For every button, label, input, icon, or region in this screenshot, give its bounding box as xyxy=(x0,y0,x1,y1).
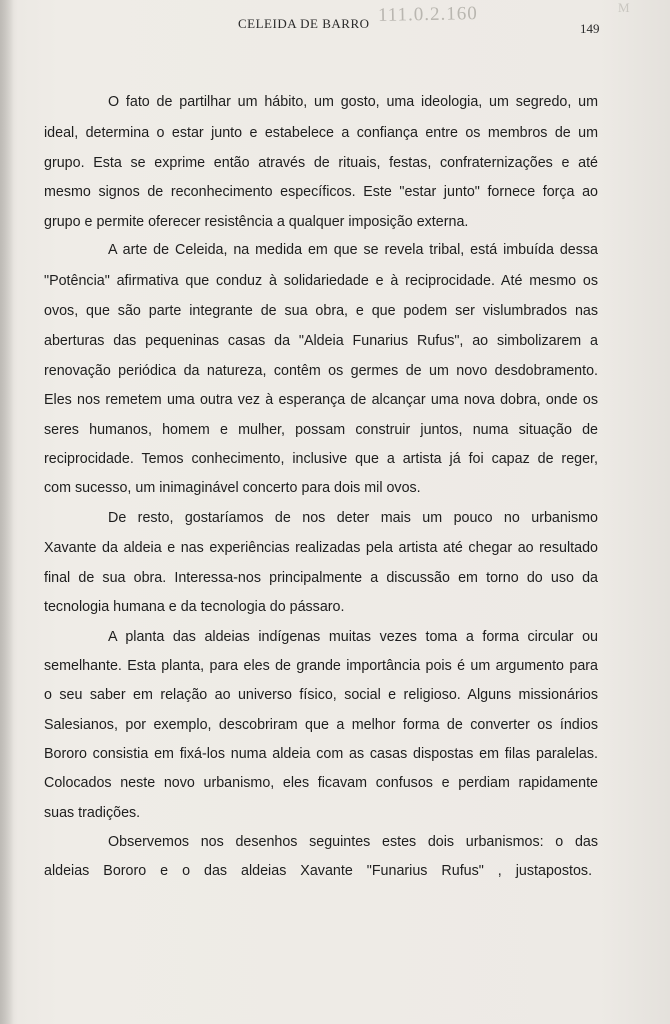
body-line: Salesianos, por exemplo, descobriram que a melhor forma de converter os índios xyxy=(44,717,598,733)
body-line: Colocados neste novo urbanismo, eles ficavam confusos e perdiam rapidamente xyxy=(44,775,598,791)
body-line: ovos, que são parte integrante de sua obra, e que podem ser vislumbrados nas xyxy=(44,303,598,319)
body-line: renovação periódica da natureza, contêm os germes de um novo desdobramento. xyxy=(44,363,598,379)
spine-shadow xyxy=(0,0,14,1024)
body-line: O fato de partilhar um hábito, um gosto, uma ideologia, um segredo, um xyxy=(108,94,598,110)
body-line: suas tradições. xyxy=(44,805,141,821)
corner-annotation: M xyxy=(618,0,630,15)
body-line: grupo. Esta se exprime então através de rituais, festas, confraternizações e até xyxy=(44,155,598,171)
running-head: CELEIDA DE BARRO xyxy=(238,16,370,31)
body-line: ideal, determina o estar junto e estabelece a confiança entre os membros de um xyxy=(44,125,598,141)
body-line: semelhante. Esta planta, para eles de grande importância pois é um argumento para xyxy=(44,658,598,674)
body-line: com sucesso, um inimaginável concerto para dois mil ovos. xyxy=(44,480,421,496)
body-line: De resto, gostaríamos de nos deter mais um pouco no urbanismo xyxy=(108,510,598,526)
body-line: o seu saber em relação ao universo físico, social e religioso. Alguns missionários xyxy=(44,687,598,703)
body-line: final de sua obra. Interessa-nos principalmente a discussão em torno do uso da xyxy=(44,570,598,586)
body-line: A planta das aldeias indígenas muitas vezes toma a forma circular ou xyxy=(108,629,598,645)
body-line: Eles nos remetem uma outra vez à esperança de alcançar uma nova dobra, onde os xyxy=(44,392,598,408)
body-line: mesmo signos de reconhecimento específicos. Este "estar junto" fornece força ao xyxy=(44,184,598,200)
body-line: "Potência" afirmativa que conduz à solidariedade e à reciprocidade. Até mesmo os xyxy=(44,273,598,289)
body-line: aberturas das pequeninas casas da "Aldeia Funarius Rufus", ao simbolizarem a xyxy=(44,333,598,349)
page-number: 149 xyxy=(580,21,600,36)
body-line: grupo e permite oferecer resistência a qualquer imposição externa. xyxy=(44,214,469,230)
pencil-annotation: 111.0.2.160 xyxy=(377,3,479,26)
body-line: seres humanos, homem e mulher, possam construir juntos, numa situação de xyxy=(44,422,598,438)
body-line: Xavante da aldeia e nas experiências realizadas pela artista até chegar ao resultado xyxy=(44,540,598,556)
body-line: tecnologia humana e da tecnologia do pássaro. xyxy=(44,599,345,615)
body-line: aldeias Bororo e o das aldeias Xavante "Funarius Rufus" , justapostos. xyxy=(44,863,593,879)
body-line: reciprocidade. Temos conhecimento, inclusive que a artista já foi capaz de reger, xyxy=(44,451,598,467)
body-line: Observemos nos desenhos seguintes estes dois urbanismos: o das xyxy=(108,834,598,850)
body-line: Bororo consistia em fixá-los numa aldeia com as casas dispostas em filas paralelas. xyxy=(44,746,598,762)
body-line: A arte de Celeida, na medida em que se revela tribal, está imbuída dessa xyxy=(108,242,598,258)
